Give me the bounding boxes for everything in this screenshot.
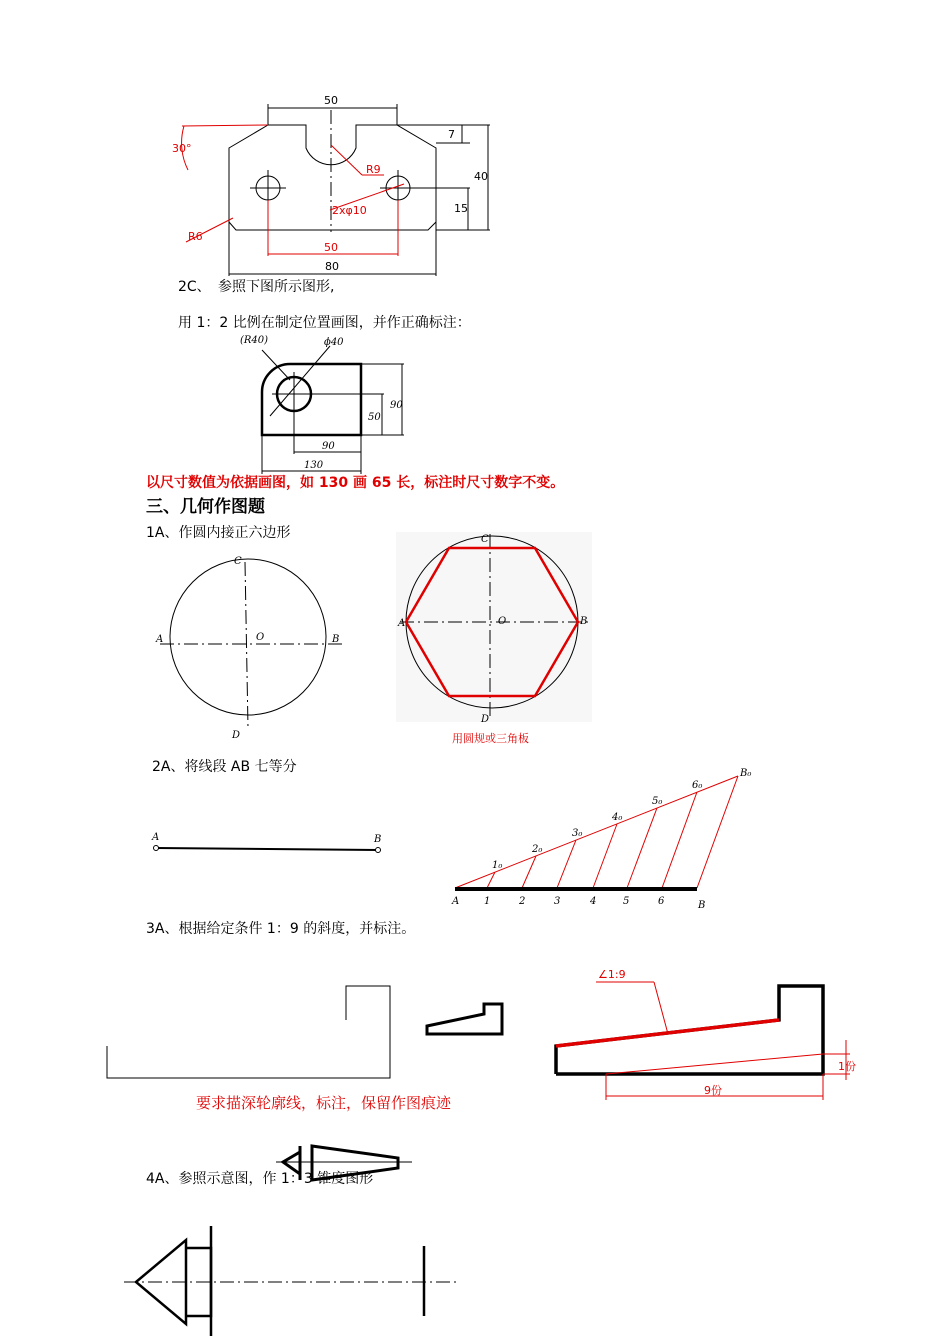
- dim-130: 130: [304, 460, 324, 471]
- dim-90-h: 90: [322, 441, 335, 452]
- hex-label-b: B: [580, 616, 588, 627]
- slope-problem: [0, 970, 950, 1100]
- slope-label: ∠1:9: [598, 968, 626, 981]
- slope-label-1: 1份: [838, 1060, 856, 1073]
- tick-2: 2: [519, 896, 526, 907]
- hex-label-d: D: [481, 714, 490, 725]
- divide-label-b0: B₀: [740, 768, 752, 779]
- tick-sub-4: 4₀: [612, 812, 623, 823]
- hex-caption: 用圆规或三角板: [452, 732, 529, 745]
- task-4a: 4A、参照示意图，作 1：3 锥度图形: [146, 1171, 374, 1187]
- dim-overall-80: 80: [325, 260, 339, 273]
- tick-sub-6: 6₀: [692, 780, 703, 791]
- note-scale-red: 以尺寸数值为依据画图，如 130 画 65 长，标注时尺寸数字不变。: [146, 475, 565, 491]
- divide-label-a: A: [452, 896, 460, 907]
- hex-label-c: C: [481, 534, 489, 545]
- hex-label-o: O: [498, 616, 507, 627]
- tick-sub-5: 5₀: [652, 796, 663, 807]
- dim-50-v: 50: [368, 412, 381, 423]
- circle-label-c: C: [234, 556, 242, 567]
- hex-label-a: A: [398, 618, 406, 629]
- segment-label-b: B: [374, 834, 382, 845]
- dim-r40: (R40): [240, 335, 269, 346]
- divide-label-b: B: [698, 900, 706, 911]
- dim-90-v: 90: [390, 400, 403, 411]
- circle-label-b: B: [332, 634, 340, 645]
- dim-hole-spacing: 50: [324, 241, 338, 254]
- divide-construction: [0, 762, 950, 912]
- tick-1: 1: [484, 896, 491, 907]
- circle-label-a: A: [156, 634, 164, 645]
- tick-5: 5: [623, 896, 630, 907]
- taper-sample: [0, 1138, 950, 1198]
- dim-r6: R6: [188, 230, 203, 243]
- tick-4: 4: [590, 896, 597, 907]
- tick-3: 3: [554, 896, 561, 907]
- dim-top-50: 50: [324, 94, 338, 107]
- hexagon-solution: [0, 530, 950, 745]
- task-3a: 3A、根据给定条件 1：9 的斜度，并标注。: [146, 921, 416, 937]
- taper-problem: [0, 1224, 950, 1344]
- tick-sub-1: 1₀: [492, 860, 503, 871]
- segment-label-a: A: [152, 832, 160, 843]
- circle-label-d: D: [232, 730, 241, 741]
- dim-right-40: 40: [474, 170, 488, 183]
- task-2c-line2: 用 1：2 比例在制定位置画图，并作正确标注：: [178, 315, 471, 331]
- tick-sub-3: 3₀: [572, 828, 583, 839]
- tick-6: 6: [658, 896, 665, 907]
- bracket-drawing: [0, 330, 950, 470]
- plate-drawing: [0, 0, 950, 290]
- section-title: 三、几何作图题: [146, 497, 265, 517]
- task-2c-line1: 参照下图所示图形,: [218, 279, 335, 295]
- dim-right-7: 7: [448, 128, 455, 141]
- dim-r9: R9: [366, 163, 381, 176]
- task-2a: 2A、将线段 AB 七等分: [152, 759, 297, 775]
- dim-angle-30: 30°: [172, 142, 192, 155]
- slope-label-9: 9份: [704, 1084, 722, 1097]
- dim-phi40: ϕ40: [324, 337, 344, 348]
- circle-label-o: O: [256, 632, 265, 643]
- dim-right-15: 15: [454, 202, 468, 215]
- dim-holes: 2xφ10: [332, 204, 367, 217]
- tick-sub-2: 2₀: [532, 844, 543, 855]
- task-2c-number: 2C、: [178, 279, 211, 295]
- note-red-2: 要求描深轮廓线，标注，保留作图痕迹: [196, 1094, 452, 1112]
- task-1a: 1A、作圆内接正六边形: [146, 525, 291, 541]
